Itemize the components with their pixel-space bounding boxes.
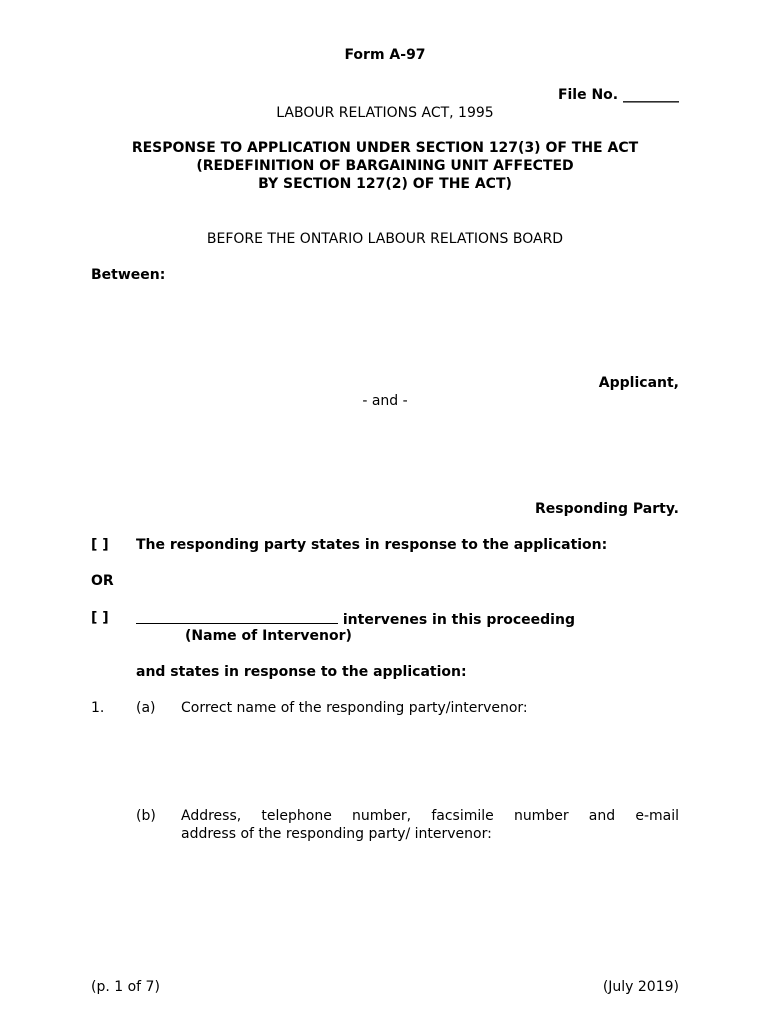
intervenor-name-field[interactable] bbox=[136, 609, 338, 624]
or-label: OR bbox=[91, 573, 114, 589]
file-number bbox=[558, 86, 679, 104]
intervenes-text: intervenes in this proceeding bbox=[342, 612, 575, 628]
intervenor-continuation: and states in response to the application: bbox=[136, 664, 467, 680]
item-1a-label: (a) bbox=[136, 700, 156, 716]
between-label: Between: bbox=[91, 267, 166, 283]
item-1a-text: Correct name of the responding party/intervenor: bbox=[181, 700, 528, 716]
heading-line-1: RESPONSE TO APPLICATION UNDER SECTION 127(3) OF THE ACT bbox=[131, 140, 639, 156]
item-1-number: 1. bbox=[91, 700, 105, 716]
item-1b-label: (b) bbox=[136, 808, 156, 824]
file-number-blank: ________ bbox=[623, 87, 679, 103]
act-name: LABOUR RELATIONS ACT, 1995 bbox=[276, 105, 494, 121]
option-1-text: The responding party states in response to the application: bbox=[136, 537, 608, 553]
form-title: Form A-97 bbox=[344, 47, 426, 63]
intervenor-name-caption: (Name of Intervenor) bbox=[185, 628, 352, 644]
heading-line-2: (REDEFINITION OF BARGAINING UNIT AFFECTED bbox=[196, 158, 574, 174]
and-separator: - and - bbox=[362, 393, 408, 409]
file-number-label: File No. bbox=[557, 87, 619, 103]
form-date: (July 2019) bbox=[602, 979, 679, 995]
responding-party-label: Responding Party. bbox=[535, 501, 679, 517]
heading-line-3: BY SECTION 127(2) OF THE ACT) bbox=[258, 176, 512, 192]
applicant-label: Applicant, bbox=[598, 375, 679, 391]
intervenor-line bbox=[136, 609, 575, 629]
board-name: BEFORE THE ONTARIO LABOUR RELATIONS BOARD bbox=[206, 231, 564, 247]
option-1-checkbox[interactable]: [ ] bbox=[91, 537, 109, 553]
item-1b-line-1: Address, telephone number, facsimile number and e-mail bbox=[181, 808, 679, 824]
page-number: (p. 1 of 7) bbox=[91, 979, 160, 995]
option-2-checkbox[interactable]: [ ] bbox=[91, 610, 109, 626]
item-1b-line-2: address of the responding party/ intervenor: bbox=[181, 826, 492, 842]
